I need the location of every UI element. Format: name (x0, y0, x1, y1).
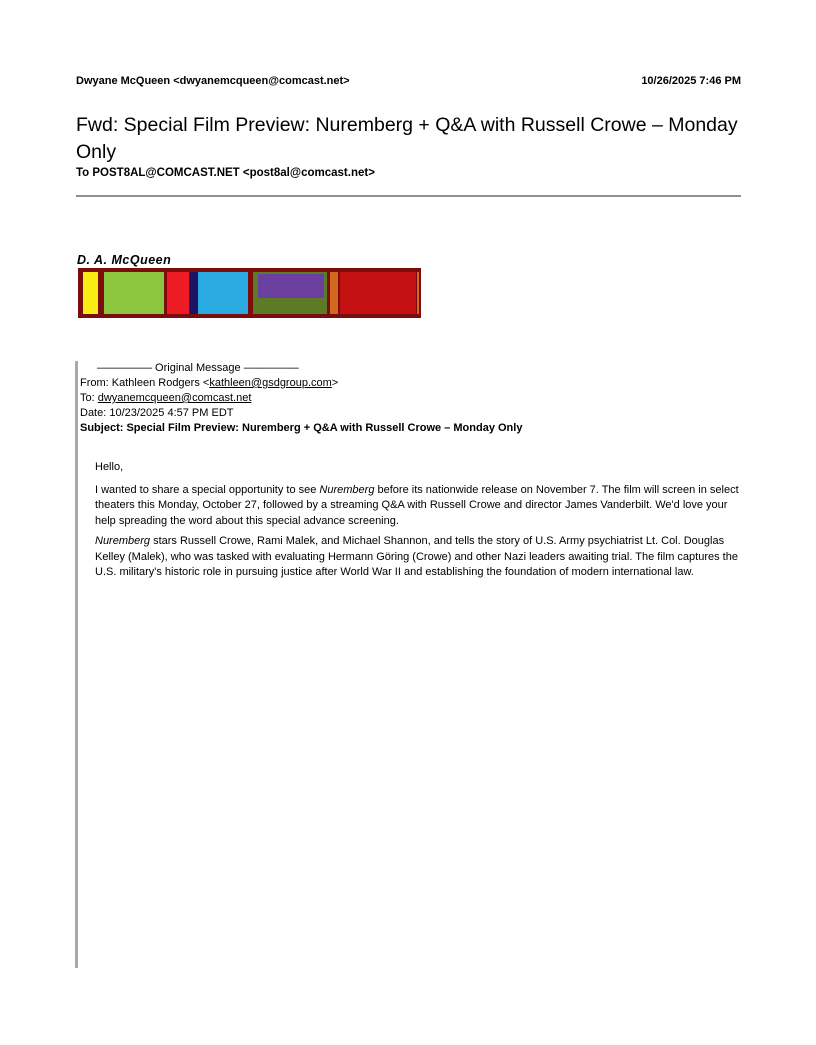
quoted-subject-line: Subject: Special Film Preview: Nuremberg + Q&A with Russell Crowe – Monday Only (80, 422, 523, 434)
banner-block-red (167, 272, 189, 314)
quoted-to-line (80, 391, 741, 406)
para2-film-title: Nuremberg (95, 535, 151, 547)
quoted-body (95, 460, 741, 581)
page-title: Fwd: Special Film Preview: Nuremberg + Q&A with Russell Crowe – Monday Only (76, 114, 738, 164)
banner-block-darkred (340, 272, 416, 314)
para1-pre: I wanted to share a special opportunity to see (95, 483, 320, 496)
banner-block-blue (198, 272, 248, 314)
signature-name: D. A. McQueen (77, 253, 172, 267)
banner-block-olive (253, 272, 327, 314)
original-message-separator: ————— Original Message ————— (97, 362, 299, 374)
quoted-message (80, 361, 741, 586)
banner-block-navy (190, 272, 198, 314)
to-recipient-line: To POST8AL@COMCAST.NET <post8al@comcast.net> (76, 167, 375, 179)
from-email-link[interactable]: kathleen@gsdgroup.com (209, 377, 332, 389)
para2-post: stars Russell Crowe, Rami Malek, and Michael Shannon, and tells the story of U.S. Army psychiatrist Lt. Col. Douglas Kelley (Malek), who was tasked with evaluating Hermann Göring (Crowe) and other Nazi leaders awaiting trial. The film captures the U.S. military's historic role in pursuing justice after World War II and establishing the foundation of modern international law. (95, 535, 738, 578)
from-prefix: From: Kathleen Rodgers < (80, 377, 210, 389)
para1-post: before its nationwide release on November 7. The film will screen in select theaters this Monday, October 27, followed by a streaming Q&A with Russell Crowe and director James Vanderbilt. We'd love your help spreading the word about this special advance screening. (95, 483, 739, 527)
to-email-link[interactable]: dwyanemcqueen@comcast.net (97, 392, 252, 404)
header-divider (76, 195, 741, 197)
banner-block-yellow (83, 272, 98, 314)
to-prefix: To: (80, 392, 98, 404)
sender-line: Dwyane McQueen <dwyanemcqueen@comcast.net> (76, 75, 350, 87)
body-greeting: Hello, (95, 461, 124, 473)
para1-film-title: Nuremberg (319, 483, 375, 496)
quoted-date-line: Date: 10/23/2025 4:57 PM EDT (80, 407, 234, 419)
from-suffix: > (331, 377, 339, 389)
banner-block-orange (330, 272, 338, 314)
message-header-row (76, 75, 741, 87)
body-paragraph-1 (95, 483, 741, 530)
quoted-from-line (80, 376, 741, 391)
banner-block-orange-line (417, 272, 419, 314)
banner-block-purple (258, 274, 324, 298)
quote-border (75, 361, 78, 968)
body-paragraph-2 (95, 534, 741, 581)
banner-block-green (104, 272, 164, 314)
received-datetime: 10/26/2025 7:46 PM (641, 75, 741, 87)
signature-banner-image (78, 268, 421, 318)
